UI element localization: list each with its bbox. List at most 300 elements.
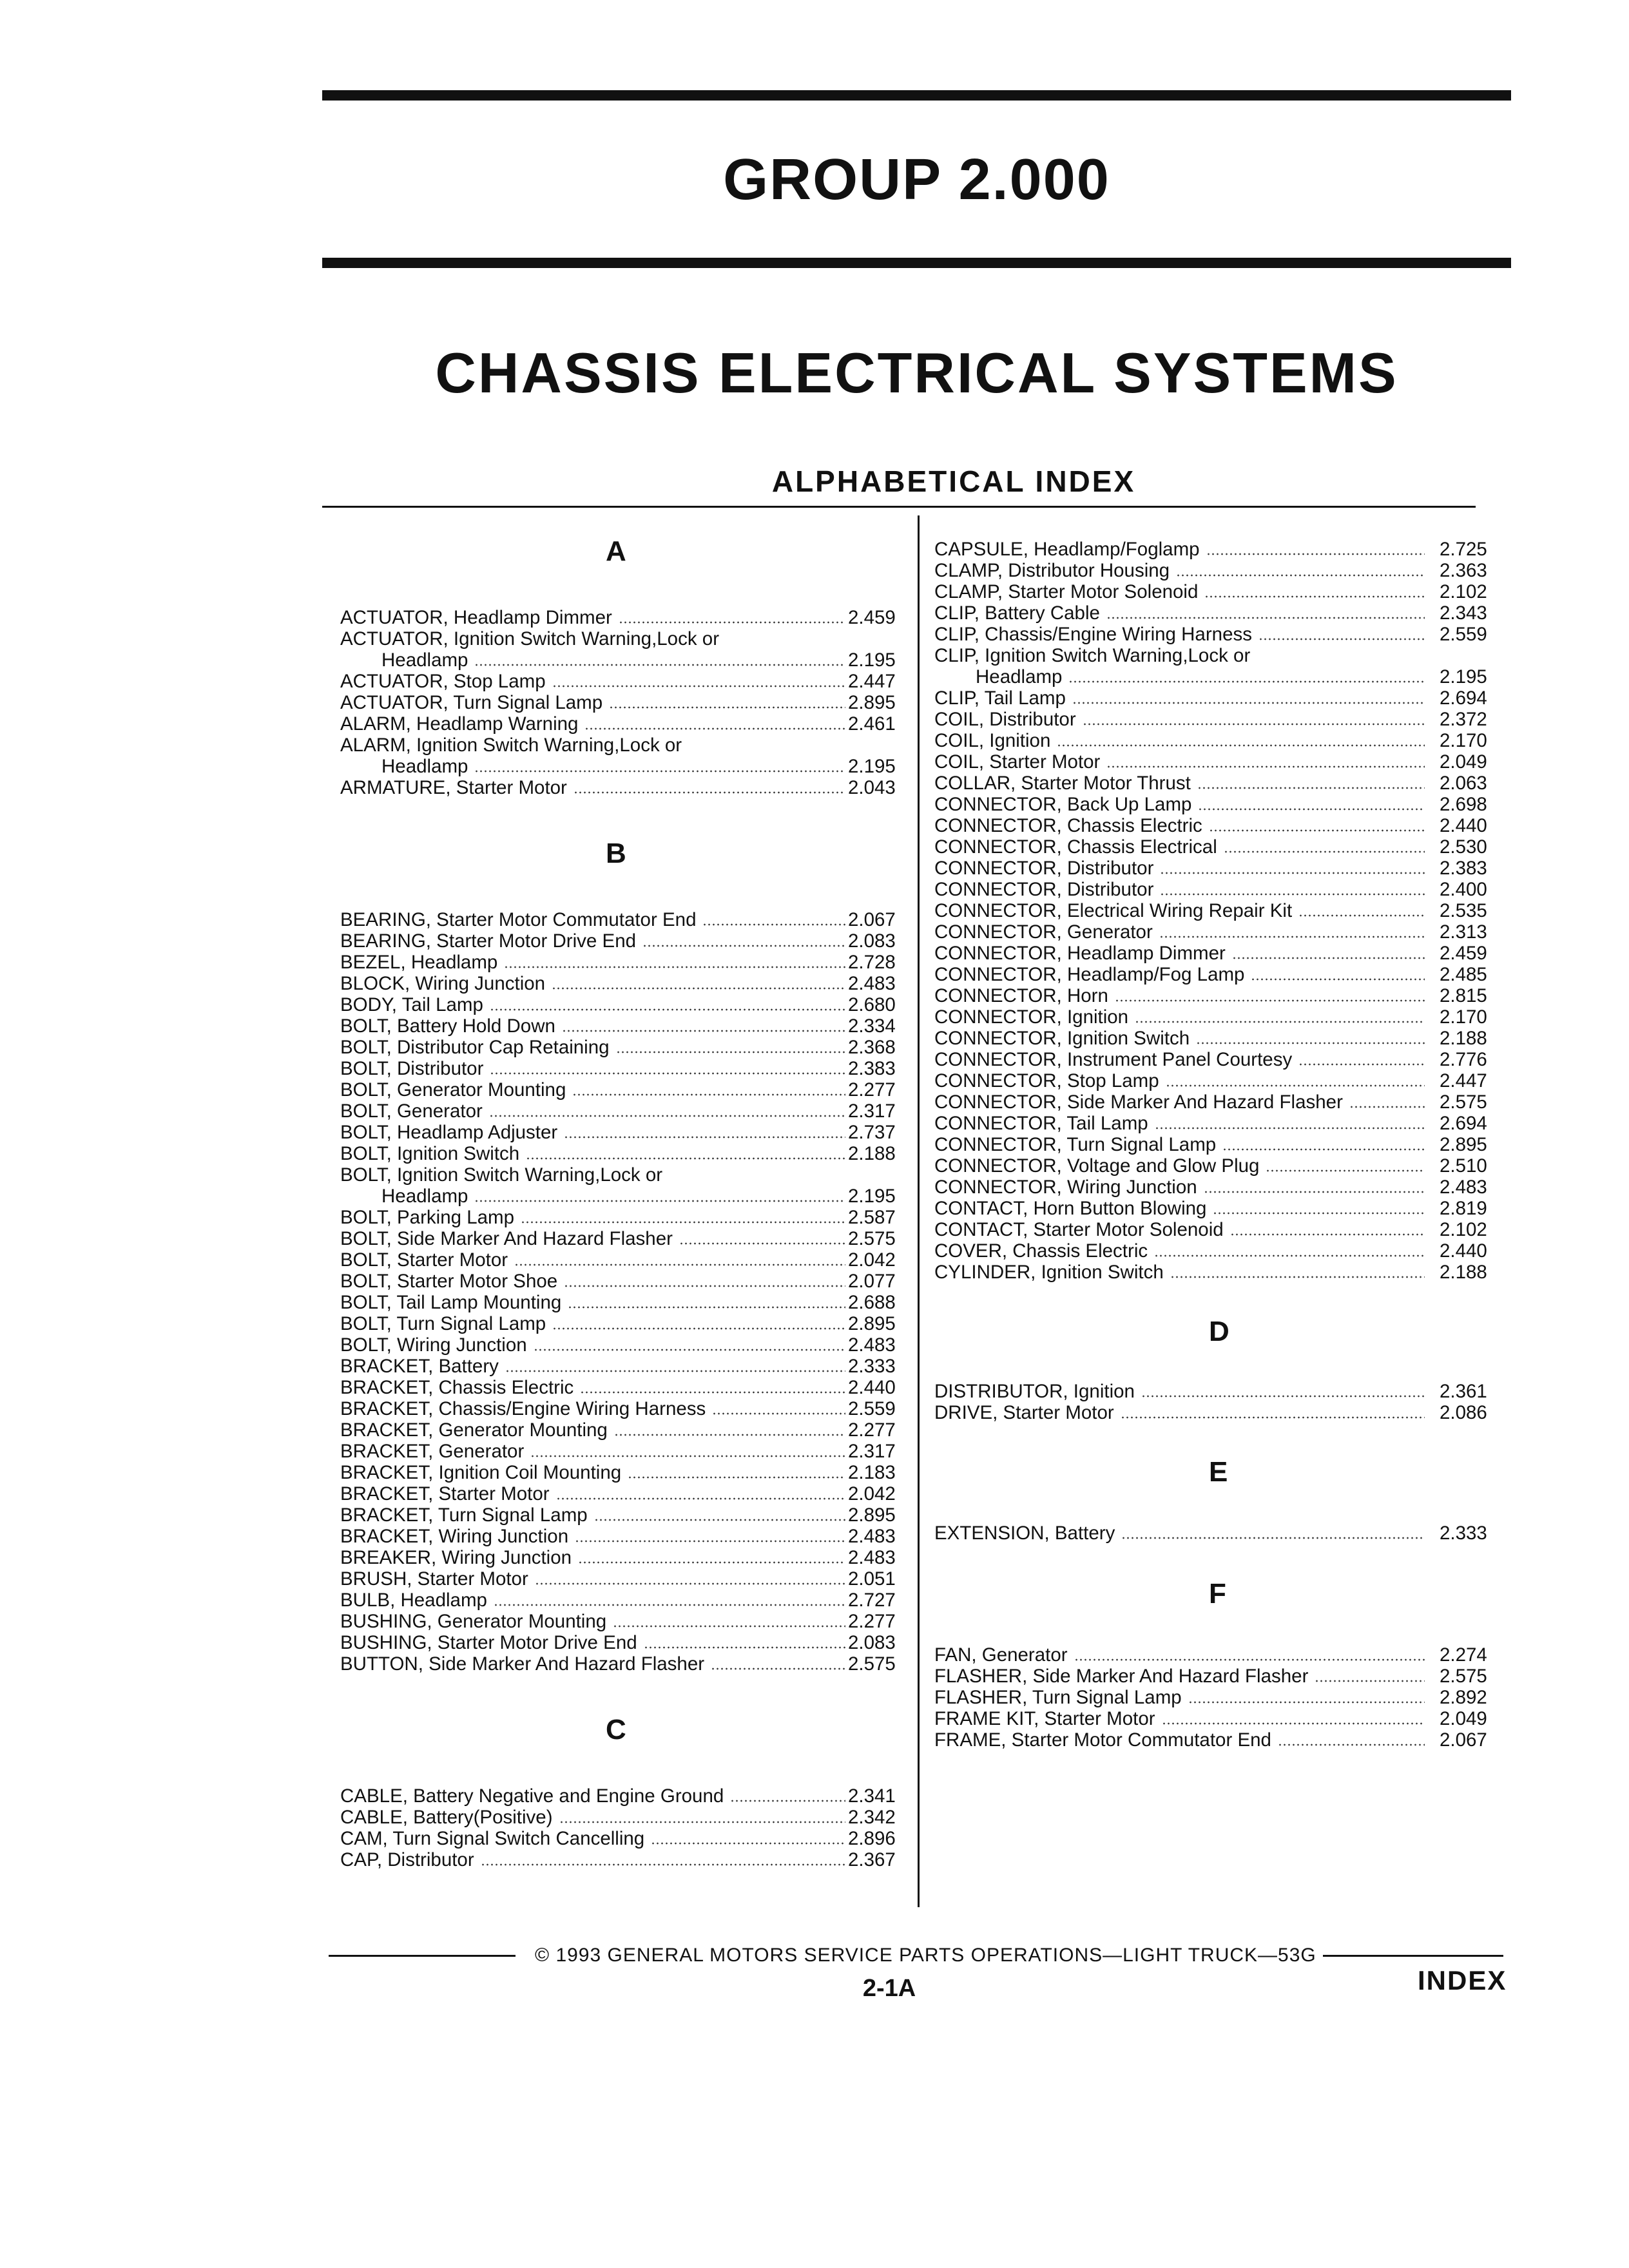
index-entry — [934, 1687, 1505, 1708]
dot-leader — [514, 1263, 845, 1267]
dot-leader — [564, 1284, 845, 1288]
section-letter: F — [1209, 1578, 1226, 1610]
entry-name: BOLT, Starter Motor — [340, 1249, 508, 1271]
dot-leader — [474, 1199, 845, 1203]
entry-name: BRACKET, Ignition Coil Mounting — [340, 1462, 622, 1483]
index-entry — [340, 1037, 907, 1058]
entry-page-ref: 2.051 — [848, 1568, 896, 1590]
entry-name: BEARING, Starter Motor Commutator End — [340, 909, 697, 930]
dot-leader — [1213, 1211, 1425, 1215]
entry-page-ref: 2.383 — [848, 1058, 896, 1079]
dot-leader — [712, 1412, 845, 1416]
entry-name: FAN, Generator — [934, 1644, 1068, 1666]
index-entry — [340, 1849, 907, 1870]
entry-page-ref: 2.728 — [848, 952, 896, 973]
entry-name: CAPSULE, Headlamp/Foglamp — [934, 539, 1200, 560]
index-entry — [340, 1356, 907, 1377]
dot-leader — [481, 1863, 845, 1867]
entry-name: Headlamp — [976, 666, 1063, 687]
entry-page-ref: 2.333 — [848, 1356, 896, 1377]
entry-name: CONNECTOR, Chassis Electric — [934, 815, 1202, 836]
dot-leader — [1230, 1233, 1425, 1236]
entry-name: CYLINDER, Ignition Switch — [934, 1262, 1164, 1283]
index-entry — [934, 1523, 1505, 1544]
entry-page-ref: 2.440 — [1440, 1240, 1487, 1262]
entry-page-ref: 2.483 — [1440, 1177, 1487, 1198]
entry-name: CLIP, Tail Lamp — [934, 687, 1066, 709]
index-entry — [934, 836, 1505, 858]
dot-leader — [1141, 1394, 1425, 1398]
index-entry — [934, 1729, 1505, 1751]
entry-page-ref: 2.343 — [1440, 602, 1487, 624]
index-entry — [934, 1006, 1505, 1028]
index-entry — [340, 1504, 907, 1526]
entry-page-ref: 2.195 — [848, 1186, 896, 1207]
entry-page-ref: 2.102 — [1440, 1219, 1487, 1240]
entry-page-ref: 2.688 — [848, 1292, 896, 1313]
entry-page-ref: 2.170 — [1440, 730, 1487, 751]
entry-page-ref: 2.195 — [848, 649, 896, 671]
index-entry — [340, 1186, 907, 1207]
index-entry — [934, 879, 1505, 900]
dot-leader — [616, 1050, 845, 1054]
entry-page-ref: 2.341 — [848, 1785, 896, 1807]
entry-page-ref: 2.188 — [1440, 1028, 1487, 1049]
dot-leader — [1135, 1020, 1425, 1024]
entry-name: COLLAR, Starter Motor Thrust — [934, 773, 1191, 794]
entry-page-ref: 2.559 — [848, 1398, 896, 1419]
footer-rule-left — [329, 1955, 516, 1957]
index-entry — [934, 985, 1505, 1006]
dot-leader — [1176, 573, 1425, 577]
index-entry — [340, 1611, 907, 1632]
entry-name: CONTACT, Starter Motor Solenoid — [934, 1219, 1224, 1240]
index-entry — [340, 1164, 907, 1186]
entry-page-ref: 2.461 — [848, 713, 896, 735]
index-entry — [934, 666, 1505, 687]
dot-leader — [552, 986, 845, 990]
entry-name: BOLT, Generator Mounting — [340, 1079, 566, 1100]
dot-leader — [1204, 1190, 1425, 1194]
entry-name: COIL, Starter Motor — [934, 751, 1101, 773]
dot-leader — [568, 1305, 845, 1309]
entry-name: CONNECTOR, Electrical Wiring Repair Kit — [934, 900, 1293, 921]
entry-name: CONNECTOR, Tail Lamp — [934, 1113, 1148, 1134]
dot-leader — [572, 1093, 845, 1097]
entry-page-ref: 2.892 — [1440, 1687, 1487, 1708]
entry-page-ref: 2.372 — [1440, 709, 1487, 730]
entry-page-ref: 2.896 — [848, 1828, 896, 1849]
index-entry — [340, 1590, 907, 1611]
index-entry — [934, 1049, 1505, 1070]
entry-page-ref: 2.043 — [848, 777, 896, 798]
section-letter: E — [1209, 1456, 1228, 1488]
entry-name: CONNECTOR, Ignition — [934, 1006, 1129, 1028]
footer-rule-right — [1323, 1955, 1503, 1957]
entry-name: CONNECTOR, Distributor — [934, 858, 1154, 879]
entry-page-ref: 2.440 — [1440, 815, 1487, 836]
index-entry — [340, 994, 907, 1015]
entry-page-ref: 2.274 — [1440, 1644, 1487, 1666]
dot-leader — [584, 727, 845, 731]
dot-leader — [1188, 1700, 1425, 1704]
entry-page-ref: 2.725 — [1440, 539, 1487, 560]
dot-leader — [1258, 637, 1425, 641]
entry-name: CABLE, Battery(Positive) — [340, 1807, 553, 1828]
index-entry — [340, 1462, 907, 1483]
entry-page-ref: 2.483 — [848, 1547, 896, 1568]
index-entry — [934, 1113, 1505, 1134]
dot-leader — [1159, 935, 1425, 939]
index-entry — [934, 602, 1505, 624]
entry-name: BRACKET, Battery — [340, 1356, 499, 1377]
entry-page-ref: 2.459 — [1440, 943, 1487, 964]
entry-name: ALARM, Ignition Switch Warning,Lock or — [340, 735, 682, 756]
entry-name: BRACKET, Chassis/Engine Wiring Harness — [340, 1398, 706, 1419]
entry-name: CLIP, Battery Cable — [934, 602, 1100, 624]
entry-page-ref: 2.680 — [848, 994, 896, 1015]
dot-leader — [578, 1561, 845, 1564]
entry-name: BRACKET, Turn Signal Lamp — [340, 1504, 588, 1526]
entry-name: COIL, Distributor — [934, 709, 1076, 730]
index-entry — [340, 607, 907, 628]
section-letter: A — [606, 535, 626, 567]
dot-leader — [1224, 850, 1425, 854]
dot-leader — [1154, 1254, 1425, 1258]
entry-name: ACTUATOR, Turn Signal Lamp — [340, 692, 603, 713]
entry-name: CONTACT, Horn Button Blowing — [934, 1198, 1207, 1219]
dot-leader — [1251, 977, 1425, 981]
top-heavy-rule — [322, 90, 1511, 101]
index-entry — [934, 773, 1505, 794]
index-entry — [340, 1653, 907, 1675]
entry-page-ref: 2.277 — [848, 1611, 896, 1632]
dot-leader — [530, 1454, 845, 1458]
dot-leader — [1315, 1679, 1425, 1683]
index-entry — [340, 649, 907, 671]
index-entry — [340, 1079, 907, 1100]
index-entry — [934, 730, 1505, 751]
dot-leader — [1166, 1084, 1425, 1088]
dot-leader — [1160, 871, 1425, 875]
index-entry — [340, 930, 907, 952]
entry-name: CONNECTOR, Voltage and Glow Plug — [934, 1155, 1260, 1177]
dot-leader — [552, 1327, 845, 1331]
column-divider — [918, 515, 920, 1907]
dot-leader — [562, 1029, 845, 1033]
entry-name: CLIP, Ignition Switch Warning,Lock or — [934, 645, 1251, 666]
index-entry — [340, 1334, 907, 1356]
index-entry — [934, 560, 1505, 581]
entry-name: FRAME KIT, Starter Motor — [934, 1708, 1155, 1729]
dot-leader — [1072, 701, 1425, 705]
entry-name: CABLE, Battery Negative and Engine Ground — [340, 1785, 724, 1807]
index-entry — [340, 756, 907, 777]
entry-page-ref: 2.334 — [848, 1015, 896, 1037]
main-title: CHASSIS ELECTRICAL SYSTEMS — [435, 341, 1398, 405]
index-entry — [934, 1028, 1505, 1049]
entry-name: CONNECTOR, Generator — [934, 921, 1153, 943]
entry-name: CONNECTOR, Headlamp Dimmer — [934, 943, 1226, 964]
dot-leader — [1278, 1743, 1425, 1747]
index-entry — [340, 1271, 907, 1292]
dot-leader — [1083, 722, 1425, 726]
entry-name: FLASHER, Side Marker And Hazard Flasher — [934, 1666, 1309, 1687]
entry-name: ACTUATOR, Headlamp Dimmer — [340, 607, 612, 628]
index-entry — [934, 1262, 1505, 1283]
index-entry — [934, 1070, 1505, 1091]
dot-leader — [490, 1072, 845, 1075]
index-entry — [340, 1419, 907, 1441]
entry-name: Headlamp — [381, 649, 468, 671]
dot-leader — [564, 1135, 845, 1139]
entry-page-ref: 2.575 — [1440, 1666, 1487, 1687]
entry-page-ref: 2.510 — [1440, 1155, 1487, 1177]
dot-leader — [534, 1348, 845, 1352]
index-entry — [934, 645, 1505, 666]
index-entry — [934, 624, 1505, 645]
entry-name: BUTTON, Side Marker And Hazard Flasher — [340, 1653, 705, 1675]
entry-page-ref: 2.559 — [1440, 624, 1487, 645]
entry-page-ref: 2.776 — [1440, 1049, 1487, 1070]
entry-page-ref: 2.575 — [848, 1228, 896, 1249]
entry-name: CONNECTOR, Wiring Junction — [934, 1177, 1197, 1198]
index-entry — [340, 1377, 907, 1398]
dot-leader — [609, 706, 845, 709]
index-entry — [934, 1708, 1505, 1729]
dot-leader — [1170, 1275, 1425, 1279]
entry-page-ref: 2.067 — [1440, 1729, 1487, 1751]
entry-name: BOLT, Parking Lamp — [340, 1207, 514, 1228]
entry-name: Headlamp — [381, 756, 468, 777]
index-entry — [340, 713, 907, 735]
index-entry — [934, 858, 1505, 879]
entry-page-ref: 2.102 — [1440, 581, 1487, 602]
index-entry — [340, 952, 907, 973]
entry-name: BOLT, Battery Hold Down — [340, 1015, 555, 1037]
dot-leader — [1222, 1148, 1425, 1151]
index-entry — [340, 1015, 907, 1037]
entry-name: CONNECTOR, Ignition Switch — [934, 1028, 1190, 1049]
index-entry — [340, 1313, 907, 1334]
entry-name: CONNECTOR, Turn Signal Lamp — [934, 1134, 1217, 1155]
entry-page-ref: 2.277 — [848, 1419, 896, 1441]
entry-page-ref: 2.383 — [1440, 858, 1487, 879]
entry-name: BODY, Tail Lamp — [340, 994, 483, 1015]
entry-page-ref: 2.895 — [848, 692, 896, 713]
index-entry — [934, 1666, 1505, 1687]
entry-name: BOLT, Tail Lamp Mounting — [340, 1292, 562, 1313]
group-title: GROUP 2.000 — [723, 148, 1110, 212]
entry-name: EXTENSION, Battery — [934, 1523, 1115, 1544]
dot-leader — [1298, 914, 1425, 918]
dot-leader — [574, 791, 845, 794]
index-entry — [934, 794, 1505, 815]
dot-leader — [613, 1624, 845, 1628]
dot-leader — [580, 1390, 845, 1394]
left-index-column — [340, 515, 907, 1870]
entry-page-ref: 2.317 — [848, 1441, 896, 1462]
entry-name: BEZEL, Headlamp — [340, 952, 498, 973]
entry-name: DISTRIBUTOR, Ignition — [934, 1381, 1135, 1402]
index-entry — [340, 1398, 907, 1419]
index-entry — [340, 692, 907, 713]
entry-page-ref: 2.895 — [848, 1313, 896, 1334]
entry-name: ALARM, Headlamp Warning — [340, 713, 579, 735]
entry-name: BUSHING, Generator Mounting — [340, 1611, 607, 1632]
dot-leader — [559, 1820, 845, 1824]
entry-page-ref: 2.049 — [1440, 1708, 1487, 1729]
entry-page-ref: 2.170 — [1440, 1006, 1487, 1028]
section-letter: D — [1209, 1316, 1229, 1347]
index-entry — [934, 943, 1505, 964]
index-entry — [340, 1207, 907, 1228]
index-entry — [934, 1402, 1505, 1423]
dot-leader — [702, 923, 845, 927]
entry-page-ref: 2.077 — [848, 1271, 896, 1292]
entry-name: CONNECTOR, Horn — [934, 985, 1108, 1006]
entry-page-ref: 2.447 — [848, 671, 896, 692]
dot-leader — [614, 1433, 845, 1437]
index-tag: INDEX — [1418, 1965, 1507, 1995]
entry-page-ref: 2.188 — [1440, 1262, 1487, 1283]
entry-page-ref: 2.042 — [848, 1249, 896, 1271]
entry-name: CLAMP, Starter Motor Solenoid — [934, 581, 1199, 602]
index-entry — [934, 1219, 1505, 1240]
entry-name: BOLT, Distributor Cap Retaining — [340, 1037, 610, 1058]
index-entry — [340, 1483, 907, 1504]
entry-page-ref: 2.694 — [1440, 1113, 1487, 1134]
index-entry — [340, 1143, 907, 1164]
entry-page-ref: 2.440 — [848, 1377, 896, 1398]
dot-leader — [1209, 829, 1425, 832]
entry-page-ref: 2.447 — [1440, 1070, 1487, 1091]
entry-page-ref: 2.042 — [848, 1483, 896, 1504]
dot-leader — [679, 1242, 845, 1245]
entry-name: BRUSH, Starter Motor — [340, 1568, 528, 1590]
entry-name: BUSHING, Starter Motor Drive End — [340, 1632, 637, 1653]
entry-page-ref: 2.459 — [848, 607, 896, 628]
entry-page-ref: 2.530 — [1440, 836, 1487, 858]
entry-page-ref: 2.483 — [848, 1334, 896, 1356]
index-entry — [934, 1134, 1505, 1155]
dot-leader — [474, 663, 845, 667]
index-entry — [934, 539, 1505, 560]
dot-leader — [505, 1369, 845, 1373]
index-entry — [934, 687, 1505, 709]
entry-page-ref: 2.575 — [1440, 1091, 1487, 1113]
index-entry — [340, 671, 907, 692]
entry-page-ref: 2.188 — [848, 1143, 896, 1164]
dot-leader — [1155, 1126, 1425, 1130]
index-entry — [934, 1198, 1505, 1219]
index-title: ALPHABETICAL INDEX — [771, 465, 1136, 498]
entry-name: BRACKET, Generator Mounting — [340, 1419, 608, 1441]
dot-leader — [1057, 744, 1425, 747]
dot-leader — [1349, 1105, 1425, 1109]
index-entry — [340, 1632, 907, 1653]
index-entry — [934, 921, 1505, 943]
dot-leader — [1106, 765, 1425, 769]
dot-leader — [489, 1114, 845, 1118]
entry-name: BOLT, Turn Signal Lamp — [340, 1313, 546, 1334]
entry-name: FLASHER, Turn Signal Lamp — [934, 1687, 1182, 1708]
dot-leader — [711, 1667, 845, 1671]
dot-leader — [552, 684, 845, 688]
entry-name: BOLT, Wiring Junction — [340, 1334, 527, 1356]
entry-page-ref: 2.587 — [848, 1207, 896, 1228]
index-entry — [340, 628, 907, 649]
dot-leader — [730, 1799, 845, 1803]
entry-name: CAM, Turn Signal Switch Cancelling — [340, 1828, 645, 1849]
entry-page-ref: 2.049 — [1440, 751, 1487, 773]
index-entry — [340, 1249, 907, 1271]
entry-page-ref: 2.277 — [848, 1079, 896, 1100]
entry-name: CONNECTOR, Side Marker And Hazard Flasher — [934, 1091, 1343, 1113]
entry-name: CLAMP, Distributor Housing — [934, 560, 1170, 581]
entry-page-ref: 2.895 — [848, 1504, 896, 1526]
dot-leader — [521, 1220, 845, 1224]
index-entry — [934, 964, 1505, 985]
entry-name: CONNECTOR, Stop Lamp — [934, 1070, 1159, 1091]
entry-page-ref: 2.363 — [1440, 560, 1487, 581]
entry-page-ref: 2.342 — [848, 1807, 896, 1828]
index-entry — [340, 1807, 907, 1828]
dot-leader — [644, 1646, 845, 1649]
index-rule — [322, 506, 1476, 508]
entry-page-ref: 2.183 — [848, 1462, 896, 1483]
index-entry — [934, 900, 1505, 921]
entry-name: DRIVE, Starter Motor — [934, 1402, 1114, 1423]
entry-page-ref: 2.485 — [1440, 964, 1487, 985]
entry-page-ref: 2.815 — [1440, 985, 1487, 1006]
entry-page-ref: 2.819 — [1440, 1198, 1487, 1219]
entry-page-ref: 2.086 — [1440, 1402, 1487, 1423]
entry-page-ref: 2.737 — [848, 1122, 896, 1143]
entry-name: ARMATURE, Starter Motor — [340, 777, 567, 798]
index-entry — [934, 815, 1505, 836]
dot-leader — [1266, 1169, 1425, 1173]
index-entry — [340, 1441, 907, 1462]
dot-leader — [504, 965, 845, 969]
entry-page-ref: 2.083 — [848, 1632, 896, 1653]
entry-page-ref: 2.313 — [1440, 921, 1487, 943]
index-entry — [340, 1100, 907, 1122]
dot-leader — [535, 1582, 845, 1586]
second-heavy-rule — [322, 258, 1511, 268]
entry-name: BRACKET, Generator — [340, 1441, 525, 1462]
index-entry — [934, 1177, 1505, 1198]
index-entry — [340, 1547, 907, 1568]
index-entry — [934, 1091, 1505, 1113]
dot-leader — [494, 1603, 845, 1607]
right-index-column — [934, 515, 1505, 1751]
dot-leader — [651, 1841, 845, 1845]
entry-name: ACTUATOR, Ignition Switch Warning,Lock or — [340, 628, 720, 649]
section-letter: C — [606, 1714, 626, 1745]
index-entry — [934, 1240, 1505, 1262]
page-number: 2-1A — [862, 1975, 916, 2002]
dot-leader — [1206, 552, 1425, 556]
index-entry — [934, 751, 1505, 773]
entry-name: BOLT, Side Marker And Hazard Flasher — [340, 1228, 673, 1249]
dot-leader — [1197, 786, 1425, 790]
entry-name: CONNECTOR, Headlamp/Fog Lamp — [934, 964, 1245, 985]
entry-name: CONNECTOR, Distributor — [934, 879, 1154, 900]
dot-leader — [1115, 999, 1425, 1003]
entry-name: CONNECTOR, Chassis Electrical — [934, 836, 1217, 858]
entry-name: CONNECTOR, Instrument Panel Courtesy — [934, 1049, 1293, 1070]
